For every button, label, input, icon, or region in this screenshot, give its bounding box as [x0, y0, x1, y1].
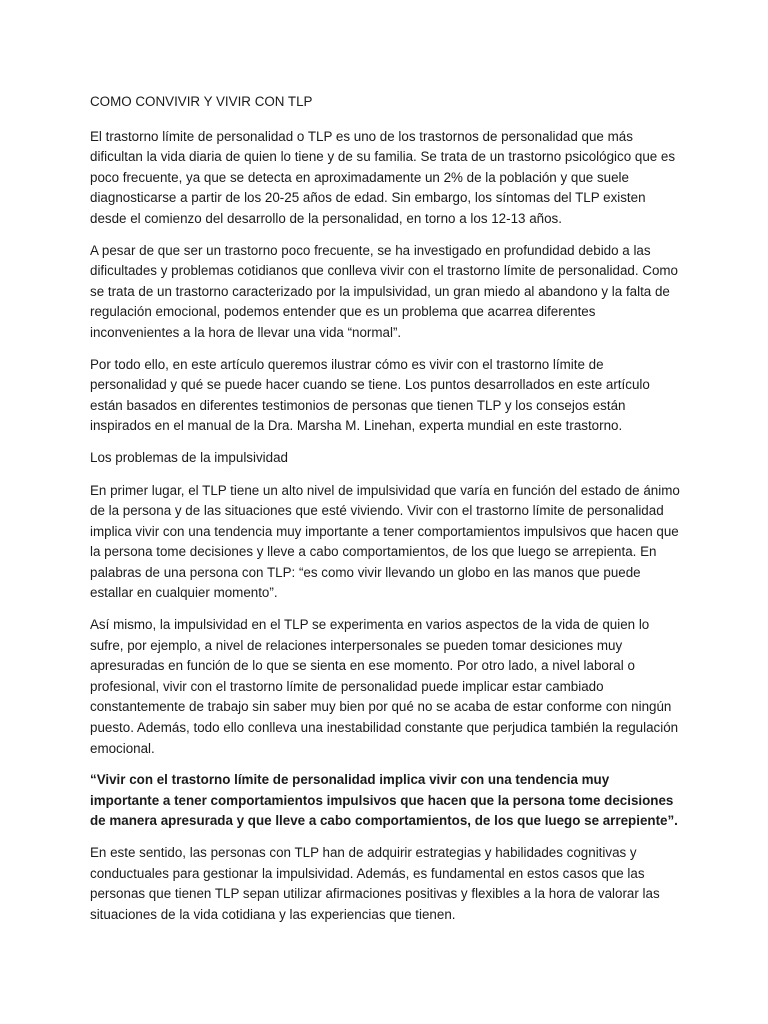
intro-paragraph-1: El trastorno límite de personalidad o TLP es uno de los trastornos de personalidad que más dificultan la vida diaria de quien lo tiene y de su familia. Se trata de un trastorno psicológico que es poco frecuente, ya que se detecta en aproximadamente un 2% de la población y que suele diagnosticarse a partir de los 20-25 años de edad. Sin embargo, los síntomas del TLP existen desde el comienzo del desarrollo de la personalidad, en torno a los 12-13 años. — [90, 128, 676, 226]
closing-paragraph: En este sentido, las personas con TLP han de adquirir estrategias y habilidades cognitivas y conductuales para gestionar la impulsividad. Además, es fundamental en estos casos que las personas que tienen TLP sepan utilizar afirmaciones positivas y flexibles a la hora de valorar las situaciones de la vida cotidiana y las experiencias que tienen. — [90, 845, 660, 922]
highlighted-quote: “Vivir con el trastorno límite de personalidad implica vivir con una tendencia muy importante a tener comportamientos impulsivos que hacen que la persona tome decisiones de manera apresurada y que lleve a cabo comportamientos, de los que luego se arrepiente”. — [90, 772, 678, 829]
document-title: COMO CONVIVIR Y VIVIR CON TLP — [90, 94, 313, 109]
intro-paragraph-2: A pesar de que ser un trastorno poco frecuente, se ha investigado en profundidad debido a las dificultades y problemas cotidianos que conlleva vivir con el trastorno límite de personalidad. Como se trata de un trastorno caracterizado por la impulsividad, un gran miedo al abandono y la falta de regulación emocional, podemos entender que es un problema que acarrea diferentes inconvenientes a la hora de llevar una vida “normal”. — [90, 242, 679, 340]
section-heading: Los problemas de la impulsividad — [90, 449, 288, 465]
intro-paragraph-3: Por todo ello, en este artículo queremos ilustrar cómo es vivir con el trastorno límite de personalidad y qué se puede hacer cuando se tiene. Los puntos desarrollados en este artículo están basados en diferentes testimonios de personas que tienen TLP y los consejos están inspirados en el manual de la Dra. Marsha M. Linehan, experta mundial en este trastorno. — [90, 356, 650, 434]
section-paragraph-2: Así mismo, la impulsividad en el TLP se experimenta en varios aspectos de la vida de quien lo sufre, por ejemplo, a nivel de relaciones interpersonales se pueden tomar desiciones muy apresuradas en función de lo que se sienta en ese momento. Por otro lado, a nivel laboral o profesional, vivir con el trastorno límite de personalidad puede implicar estar cambiado constantemente de trabajo sin saber muy bien por qué no se acaba de estar conforme con ningún puesto. Además, todo ello conlleva una inestabilidad constante que perjudica también la regulación emocional. — [90, 617, 679, 756]
section-paragraph-1: En primer lugar, el TLP tiene un alto nivel de impulsividad que varía en función del estado de ánimo de la persona y de las situaciones que esté viviendo. Vivir con el trastorno límite de personalidad implica vivir con una tendencia muy importante a tener comportamientos impulsivos que hacen que la persona tome decisiones y lleve a cabo comportamientos, de los que luego se arrepienta. En palabras de una persona con TLP: “es como vivir llevando un globo en las manos que puede estallar en cualquier momento”. — [90, 482, 680, 601]
document-body — [90, 92, 680, 936]
